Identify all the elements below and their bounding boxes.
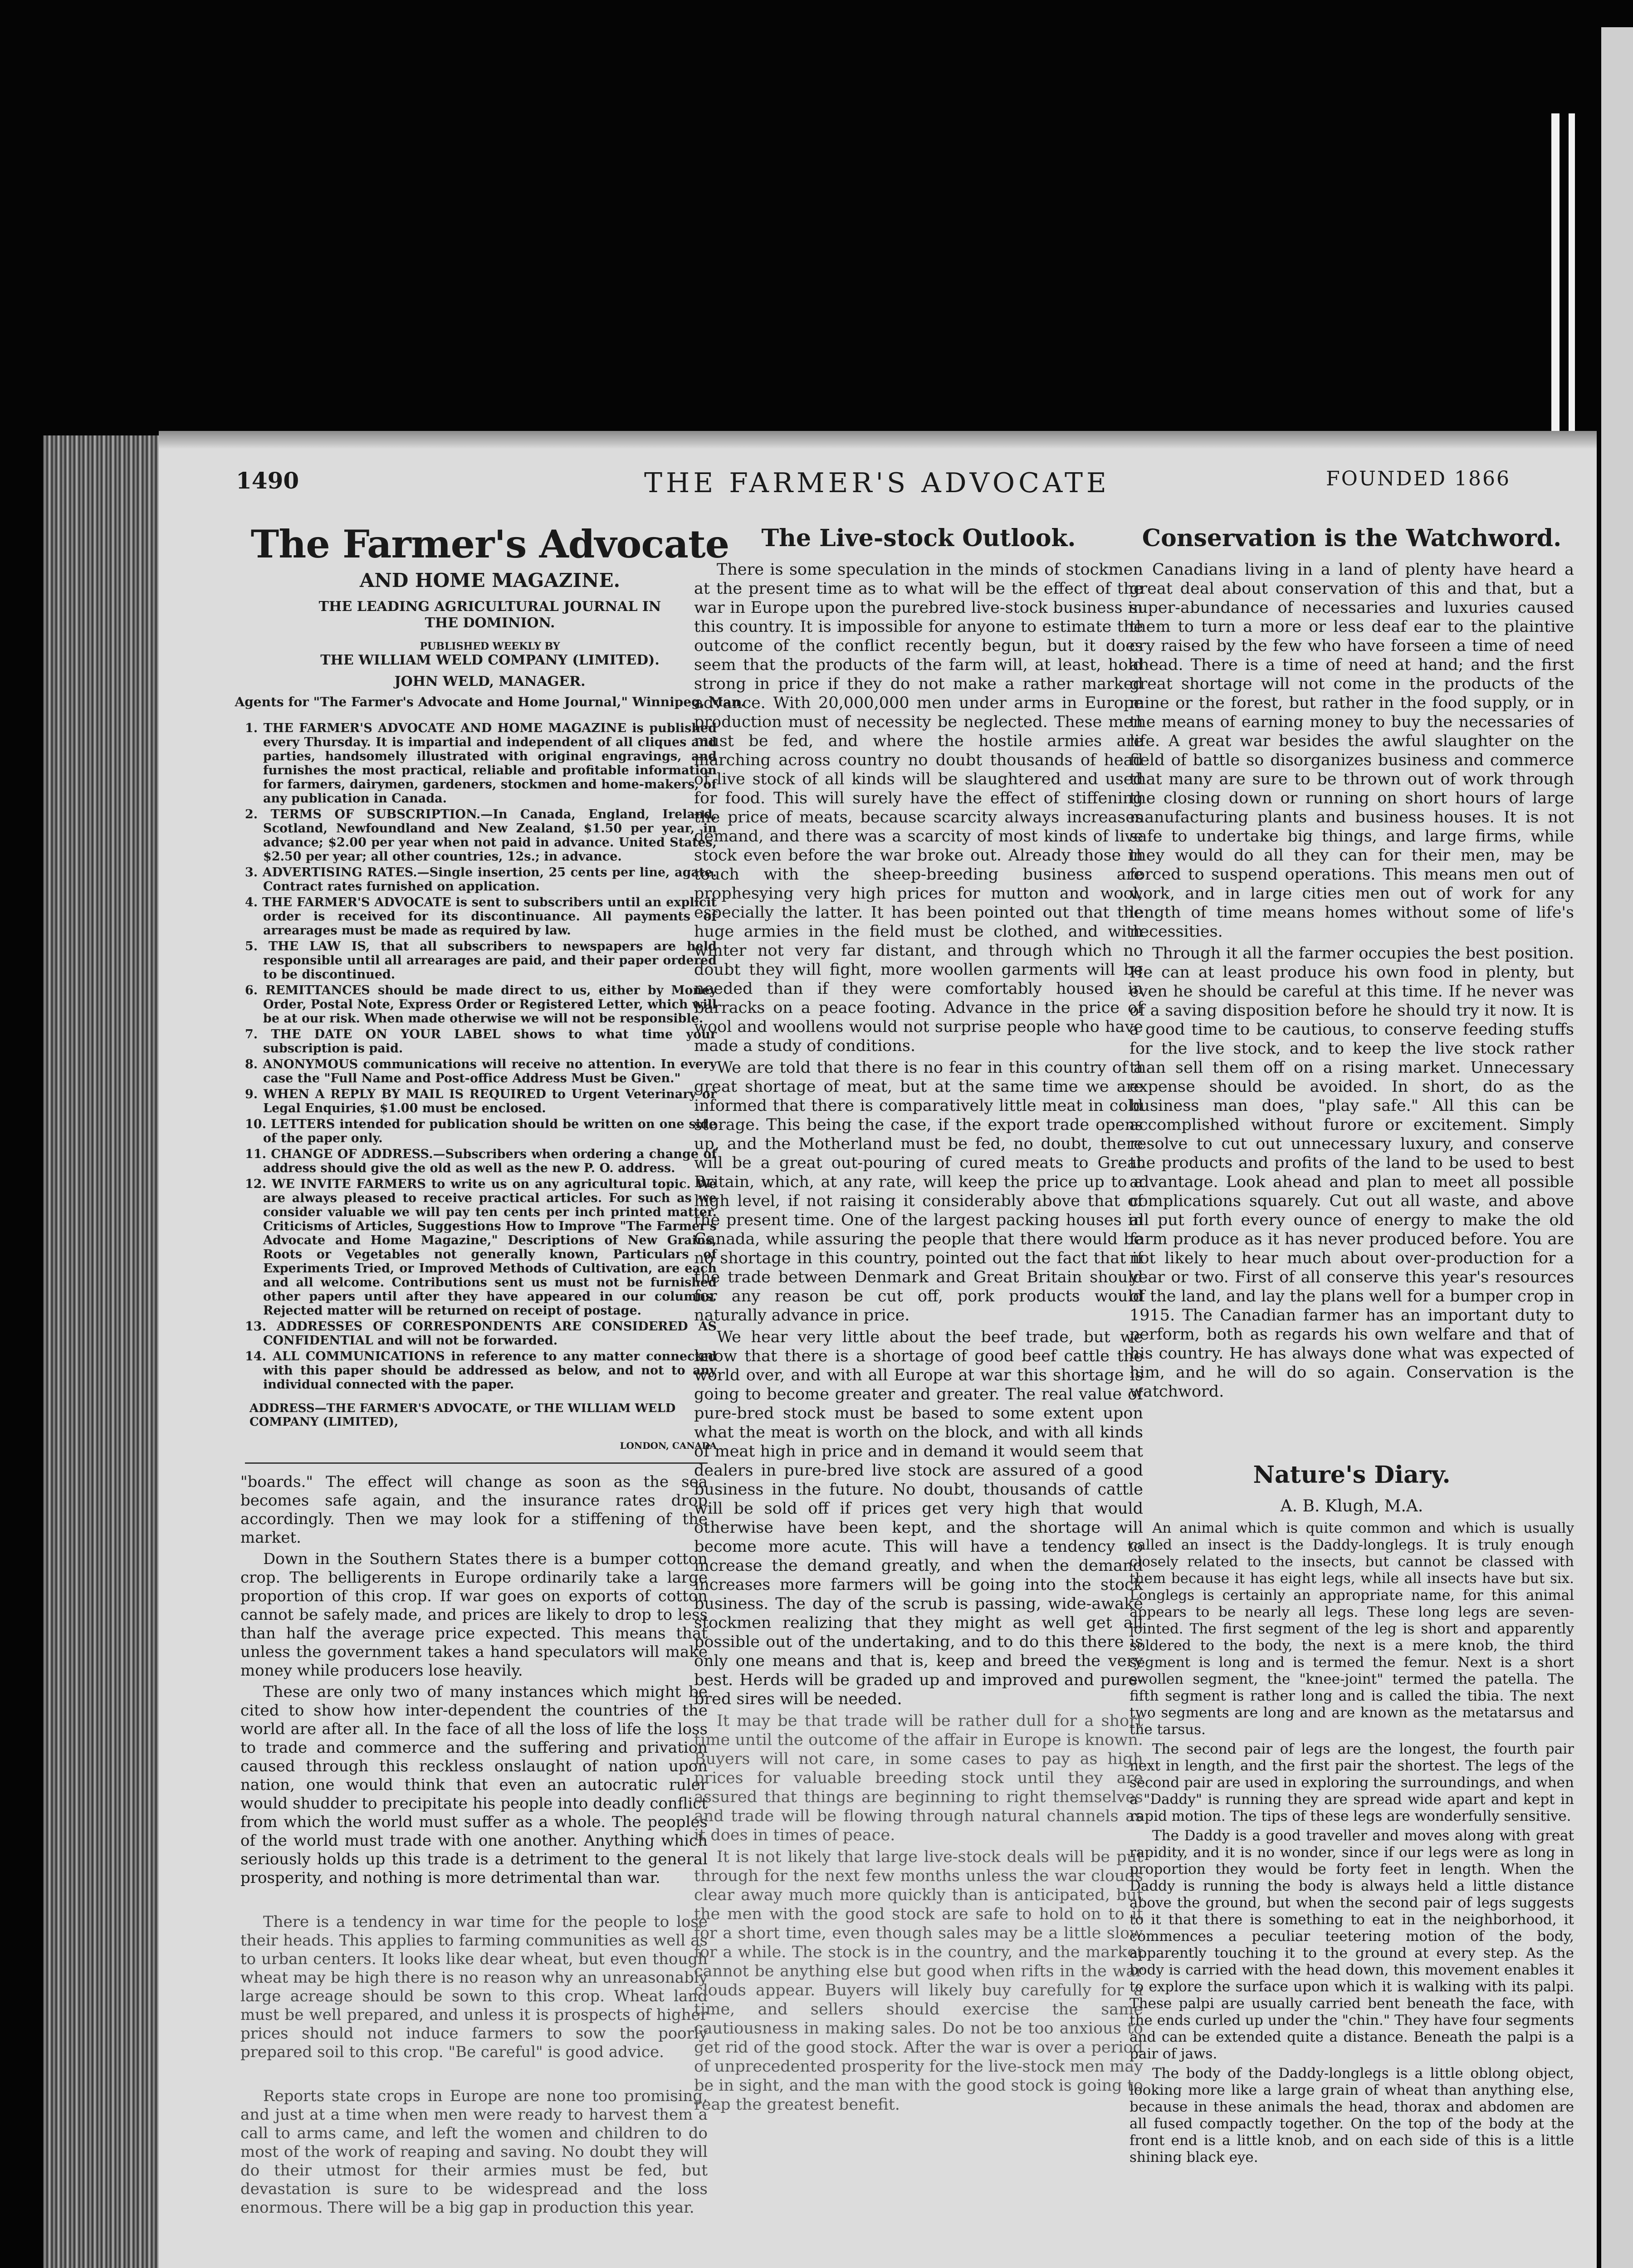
- paragraph: Down in the Southern States there is a bumper cotton crop. The belligerents in Europe ordinarily take a large proportion of this crop. If war goes on exports of cotton cannot be safely made, and prices are likely to drop to less than half the average price expected. This means that unless the government takes a hand speculators will make money while producers lose heavily.: [240, 1550, 708, 1680]
- publisher-city: LONDON, CANADA: [620, 1440, 717, 1451]
- editorial-continued: [231, 1473, 748, 1887]
- article-body: [1129, 1520, 1574, 2166]
- publisher-company: THE WILLIAM WELD COMPANY (LIMITED).: [320, 652, 660, 668]
- masthead-tagline: THE LEADING AGRICULTURAL JOURNAL IN THE DOMINION.: [318, 599, 661, 631]
- paragraph: Reports state crops in Europe are none too promising, and just at a time when men were ready to harvest them a call to arms came, and left the women and children to do most of the work of reaping and saving. No doubt they will do their utmost for their armies must be fed, but devastation is sure to be widespread and the loss enormous. There will be a big gap in production this year.: [240, 2087, 708, 2217]
- masthead: [231, 522, 748, 709]
- manager-name: JOHN WELD, MANAGER.: [394, 674, 586, 689]
- paragraph: We are told that there is no fear in this country of a great shortage of meat, but at the same time we are informed that there is comparatively little meat in cold storage. This being the case, if the export trade opens up, and the Motherland must be fed, no doubt, there will be a great out-pouring of cured meats to Great Britain, which, at any rate, will keep the price up to a high level, if not raising it considerably above that of the present time. One of the largest packing houses in Canada, while assuring the people that there would be no shortage in this country, pointed out the fact that if the trade between Denmark and Great Britain should for any reason be cut off, pork products would naturally advance in price.: [694, 1059, 1143, 1325]
- paragraph: An animal which is quite common and which is usually called an insect is the Daddy-longlegs. It is truly enough closely related to the insects, but cannot be classed with them because it has eight legs, while all insects have but six. Longlegs is certainly an appropriate name, for this animal appears to be nearly all legs. These long legs are seven-jointed. The first segment of the leg is short and apparently soldered to the body, the next is a mere knob, the third segment is long and is termed the femur. Next is a short swollen segment, the "knee-joint" termed the patella. The fifth segment is rather long and is called the tibia. The next two segments are long and are known as the metatarsus and the tarsus.: [1129, 1520, 1574, 1738]
- paragraph: Canadians living in a land of plenty have heard a great deal about conservation of this and that, but a super-abundance of necessaries and luxuries caused them to turn a more or less deaf ear to the plaintive cry raised by the few who have forseen a time of need ahead. There is a time of need at hand; and the first great shortage will not come in the products of the mine or the forest, but rather in the food supply, or in the means of earning money to buy the necessaries of life. A great war besides the awful slaughter on the field of battle so disorganizes business and commerce that many are sure to be thrown out of work through the closing down or running on short hours of large manufacturing plants and business houses. It is not safe to undertake big things, and large firms, while they would do all they can for their men, may be forced to suspend operations. This means men out of work, and in large cities men out of work for any length of time means homes without some of life's necessities.: [1129, 561, 1574, 941]
- terms-item: 1. THE FARMER'S ADVOCATE AND HOME MAGAZINE is published every Thursday. It is impartial and independent of all cliques and parties, handsomely illustrated with original engravings, and furnishes the most practical, reliable and profitable information for farmers, dairymen, gardeners, stockmen and home-makers, of any publication in Canada.: [245, 721, 717, 806]
- terms-item: 11. CHANGE OF ADDRESS.—Subscribers when ordering a change of address should give the old as well as the new P. O. address.: [245, 1147, 717, 1175]
- right-column: [1129, 522, 1574, 2268]
- editorial-note: [231, 1913, 748, 2062]
- paragraph: "boards." The effect will change as soon as the sea becomes safe again, and the insurance rates drop accordingly. Then we may look for a stiffening of the market.: [240, 1473, 708, 1547]
- publisher-address: ADDRESS—THE FARMER'S ADVOCATE, or THE WILLIAM WELD COMPANY (LIMITED),: [249, 1402, 676, 1429]
- paragraph: We hear very little about the beef trade, but we know that there is a shortage of good beef cattle the world over, and with all Europe at war this shortage is going to become greater and greater. The real value of pure-bred stock must be based to some extent upon what the meat is worth on the block, and with all kinds of meat high in price and in demand it would seem that dealers in pure-bred live stock are assured of a good business in the future. No doubt, thousands of cattle will be sold off if prices get very high that would otherwise have been kept, and the shortage will become more acute. This will have a tendency to increase the demand greatly, and when the demand increases more farmers will be going into the stock business. The day of the scrub is passing, wide-awake stockmen realizing that they might as well get all possible out of the undertaking, and to do this there is only one means and that is, keep and breed the very best. Herds will be graded up and improved and pure-bred sires will be needed.: [694, 1328, 1143, 1708]
- running-header: [159, 467, 1597, 508]
- article-heading: Conservation is the Watchword.: [1142, 524, 1562, 552]
- terms-item: 8. ANONYMOUS communications will receive no attention. In every case the "Full Name and Post-office Address Must be Given.": [245, 1057, 717, 1085]
- section-gap: [231, 2064, 748, 2087]
- terms-item: 7. THE DATE ON YOUR LABEL shows to what time your subscription is paid.: [245, 1027, 717, 1056]
- section-gap: [231, 1890, 748, 1913]
- journal-name: THE FARMER'S ADVOCATE: [644, 467, 1110, 499]
- paragraph: There is some speculation in the minds of stockmen at the present time as to what will be the effect of the war in Europe upon the purebred live-stock business in this country. It is impossible for anyone to estimate the outcome of the conflict recently begun, but it does seem that the products of the farm will, at least, hold strong in price if they do not make a rather marked advance. With 20,000,000 men under arms in Europe production must of necessity be neglected. These men must be fed, and where the hostile armies are marching across country no doubt thousands of head of live stock of all kinds will be slaughtered and used for food. This will surely have the effect of stiffening the price of meats, because scarcity always increases demand, and there was a scarcity of most kinds of live stock even before the war broke out. Already those in touch with the sheep-breeding business are prophesying very high prices for mutton and wool, especially the latter. It has been pointed out that the huge armies in the field must be clothed, and with winter not very far distant, and through which no doubt they will fight, more woollen garments will be needed than if they were comfortably housed in barracks on a peace footing. Advance in the price of wool and woollens would not surprise people who have made a study of conditions.: [694, 561, 1143, 1055]
- masthead-title: The Farmer's Advocate: [250, 522, 729, 567]
- masthead-subtitle: AND HOME MAGAZINE.: [359, 569, 621, 591]
- terms-item: 2. TERMS OF SUBSCRIPTION.—In Canada, England, Ireland, Scotland, Newfoundland and New Zealand, $1.50 per year, in advance; $2.00 per year when not paid in advance. United States, $2.50 per year; all other countries, 12s.; in advance.: [245, 807, 717, 864]
- author-byline: A. B. Klugh, M.A.: [1280, 1497, 1423, 1515]
- paragraph: The Daddy is a good traveller and moves along with great rapidity, and it is no wonder, since if our legs were as long in proportion they would be forty feet in length. When the Daddy is running the body is always held a little distance above the ground, but when the second pair of legs suggests to it that there is something to eat in the neighborhood, it commences a peculiar teetering motion of the body, apparently touching it to the ground at every step. As the body is carried with the head down, this movement enables it to explore the surface upon which it is walking with its palpi. These palpi are usually carried bent beneath the face, with the ends curled up under the "chin." They have four segments and can be extended quite a distance. Beneath the palpi is a pair of jaws.: [1129, 1828, 1574, 2062]
- terms-item: 12. WE INVITE FARMERS to write us on any agricultural topic. We are always pleased to receive practical articles. For such as we consider valuable we will pay ten cents per inch printed matter. Criticisms of Articles, Suggestions How to Improve "The Farmer's Advocate and Home Magazine," Descriptions of New Grains, Roots or Vegetables not generally known, Particulars of Experiments Tried, or Improved Methods of Cultivation, are each and all welcome. Contributions sent us must not be furnished other papers until after they have appeared in our columns. Rejected matter will be returned on receipt of postage.: [245, 1177, 717, 1318]
- founded-year: FOUNDED 1866: [1326, 467, 1511, 490]
- article-body: [1129, 560, 1574, 1401]
- paragraph: There is a tendency in war time for the people to lose their heads. This applies to farming communities as well as to urban centers. It looks like dear wheat, but even though wheat may be high there is no reason why an unreasonably large acreage should be sown to this crop. Wheat land must be well prepared, and unless it is prospects of higher prices should not induce farmers to sow the poorly prepared soil to this crop. "Be careful" is good advice.: [240, 1913, 708, 2061]
- newspaper-page: [159, 431, 1597, 2268]
- editorial-note: [231, 2087, 748, 2217]
- terms-item: 6. REMITTANCES should be made direct to us, either by Money Order, Postal Note, Express Order or Registered Letter, which will be at our risk. When made otherwise we will not be responsible.: [245, 983, 717, 1026]
- article-heading: Nature's Diary.: [1253, 1461, 1451, 1489]
- paragraph: The body of the Daddy-longlegs is a little oblong object, looking more like a large grain of wheat than anything else, because in these animals the head, thorax and abdomen are all fused compactly together. On the top of the body at the front end is a little knob, and on each side of this is a little shining black eye.: [1129, 2065, 1574, 2165]
- article-body: [694, 560, 1143, 2114]
- book-page-edges: [43, 435, 175, 2268]
- article-heading: The Live-stock Outlook.: [761, 524, 1076, 552]
- terms-item: 14. ALL COMMUNICATIONS in reference to any matter connected with this paper should be addressed as below, and not to any individual connected with the paper.: [245, 1349, 717, 1392]
- middle-column: [694, 522, 1143, 2268]
- terms-item: 4. THE FARMER'S ADVOCATE is sent to subscribers until an explicit order is received for its discontinuance. All payments of arrearages must be made as required by law.: [245, 895, 717, 938]
- publisher-line: PUBLISHED WEEKLY BY: [420, 640, 560, 652]
- page-number: 1490: [236, 467, 299, 494]
- paragraph: It is not likely that large live-stock deals will be put through for the next few months unless the war clouds clear away much more quickly than is anticipated, but the men with the good stock are safe to hold on to it for a short time, even though sales may be a little slow for a while. The stock is in the country, and the market cannot be anything else but good when rifts in the war clouds appear. Buyers will likely buy carefully for a time, and sellers should exercise the same cautiousness in making sales. Do not be too anxious to get rid of the good stock. After the war is over a period of unprecedented prosperity for the live-stock men may be in sight, and the man with the good stock is going to reap the greatest benefit.: [694, 1848, 1143, 2114]
- paragraph: It may be that trade will be rather dull for a short time until the outcome of the affair in Europe is known. Buyers will not care, in some cases to pay as high prices for valuable breeding stock until they are assured that things are beginning to right themselves and trade will be flowing through natural channels as it does in times of peace.: [694, 1712, 1143, 1844]
- section-gap: [1129, 1404, 1574, 1458]
- terms-item: 13. ADDRESSES OF CORRESPONDENTS ARE CONSIDERED AS CONFIDENTIAL and will not be forwarded.: [245, 1320, 717, 1348]
- paragraph: The second pair of legs are the longest, the fourth pair next in length, and the first pair the shortest. The legs of the second pair are used in exploring the surroundings, and when a "Daddy" is running they are spread wide apart and kept in rapid motion. The tips of these legs are wonderfully sensitive.: [1129, 1741, 1574, 1824]
- terms-item: 5. THE LAW IS, that all subscribers to newspapers are held responsible until all arrearages are paid, and their paper ordered to be discontinued.: [245, 939, 717, 982]
- subscription-terms-list: [231, 721, 748, 1392]
- terms-item: 9. WHEN A REPLY BY MAIL IS REQUIRED to Urgent Veterinary or Legal Enquiries, $1.00 must be enclosed.: [245, 1087, 717, 1115]
- scan-border-strip: [1601, 27, 1633, 2268]
- agents-line: Agents for "The Farmer's Advocate and Home Journal," Winnipeg, Man.: [235, 694, 745, 709]
- left-column: [231, 522, 748, 2268]
- paragraph: Through it all the farmer occupies the best position. He can at least produce his own food in plenty, but even he should be careful at this time. If he never was of a saving disposition before he should try it now. It is a good time to be cautious, to conserve feeding stuffs for the live stock, and to keep the live stock rather than sell them off on a rising market. Unnecessary expense should be avoided. In short, do as the business man does, "play safe." All this can be accomplished without furore or excitement. Simply resolve to cut out unnecessary luxury, and conserve the products and profits of the land to be used to best advantage. Look ahead and plan to meet all possible complications squarely. Cut out all waste, and above all put forth every ounce of energy to make the old farm produce as it has never produced before. You are not likely to hear much about over-production for a year or two. First of all conserve this year's resources of the land, and lay the plans well for a bumper crop in 1915. The Canadian farmer has an important duty to perform, both as regards his own welfare and that of his country. He has always done what was expected of him, and he will do so again. Conservation is the watchword.: [1129, 944, 1574, 1401]
- page-fold-shadow: [159, 431, 1597, 449]
- terms-item: 10. LETTERS intended for publication should be written on one side of the paper only.: [245, 1117, 717, 1145]
- terms-item: 3. ADVERTISING RATES.—Single insertion, 25 cents per line, agate. Contract rates furnished on application.: [245, 865, 717, 894]
- divider: [245, 1462, 708, 1464]
- paragraph: These are only two of many instances which might be cited to show how inter-dependent the countries of the world are after all. In the face of all the loss of life the loss to trade and commerce and the suffering and privation caused through this reckless onslaught of nation upon nation, one would think that even an autocratic ruler would shudder to precipitate his people into deadly conflict from which the world must suffer as a whole. The peoples of the world must trade with one another. Anything which seriously holds up this trade is a detriment to the general prosperity, and nothing is more detrimental than war.: [240, 1683, 708, 1887]
